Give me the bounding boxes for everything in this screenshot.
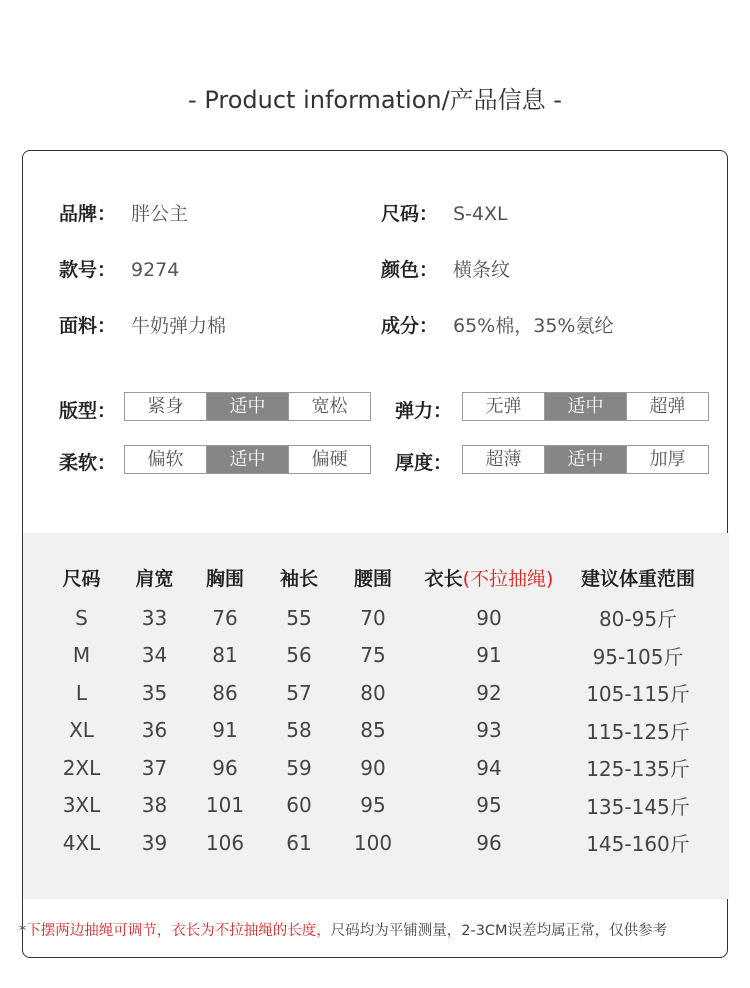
header-waist: 腰围 — [353, 567, 392, 590]
color-value: 横条纹 — [453, 259, 511, 281]
fit-option-tight: 紧身 — [125, 393, 207, 420]
style-number-value: 9274 — [131, 259, 180, 281]
header-length-label: 衣长 — [424, 567, 463, 590]
page-title: - Product information/产品信息 - — [188, 86, 562, 114]
table-cell: 80 — [360, 680, 386, 705]
table-cell: S — [75, 605, 88, 630]
table-cell: 3XL — [62, 793, 101, 818]
softness-option-soft: 偏软 — [125, 446, 207, 473]
table-cell: 75 — [360, 643, 386, 668]
composition-row — [381, 311, 613, 338]
table-cell: 35 — [141, 680, 168, 705]
table-cell: 59 — [286, 755, 312, 780]
softness-scale — [124, 445, 371, 474]
elasticity-scale — [462, 392, 709, 421]
fabric-value: 牛奶弹力棉 — [131, 315, 227, 337]
table-cell: 106 — [205, 830, 245, 855]
table-cell: 36 — [141, 718, 168, 743]
color-row — [381, 255, 510, 282]
table-row — [45, 749, 705, 787]
table-cell: 61 — [286, 830, 312, 855]
size-table-header — [45, 555, 705, 599]
table-cell: 91 — [476, 643, 502, 668]
table-cell: 115-125斤 — [586, 719, 690, 744]
table-cell: 93 — [476, 718, 502, 743]
brand-row — [59, 199, 188, 226]
fit-label: 版型： — [59, 400, 117, 422]
size-table — [45, 555, 705, 862]
thickness-option-thick: 加厚 — [627, 446, 708, 473]
thickness-option-thin: 超薄 — [463, 446, 545, 473]
table-cell: 90 — [360, 755, 386, 780]
table-cell: 145-160斤 — [586, 832, 690, 857]
table-cell: 105-115斤 — [586, 682, 690, 707]
style-number-label: 款号： — [59, 259, 117, 281]
size-range-label: 尺码： — [381, 203, 439, 225]
table-row — [45, 637, 705, 675]
table-cell: 60 — [286, 793, 312, 818]
table-cell: 57 — [286, 680, 312, 705]
header-size: 尺码 — [62, 567, 101, 590]
thickness-option-medium: 适中 — [545, 446, 627, 473]
softness-option-hard: 偏硬 — [289, 446, 370, 473]
table-cell: 81 — [212, 643, 238, 668]
table-row — [45, 787, 705, 825]
softness-option-medium: 适中 — [207, 446, 289, 473]
size-table-area — [23, 533, 729, 899]
table-cell: 135-145斤 — [586, 794, 690, 819]
size-range-row — [381, 199, 508, 226]
header-bust: 胸围 — [205, 567, 244, 590]
table-cell: 92 — [476, 680, 502, 705]
table-cell: XL — [69, 718, 94, 743]
table-cell: M — [72, 643, 91, 668]
composition-label: 成分： — [381, 315, 439, 337]
table-cell: 125-135斤 — [586, 757, 690, 782]
table-cell: 96 — [212, 755, 238, 780]
elasticity-label: 弹力： — [395, 400, 453, 422]
table-cell: 85 — [360, 718, 386, 743]
softness-label: 柔软： — [59, 452, 117, 474]
table-cell: 100 — [353, 830, 393, 855]
brand-value: 胖公主 — [131, 203, 189, 225]
header-length-note: (不拉抽绳) — [462, 567, 554, 590]
fabric-row — [59, 311, 226, 338]
table-cell: 95 — [476, 793, 502, 818]
fit-option-regular: 适中 — [207, 393, 289, 420]
table-cell: 91 — [212, 718, 238, 743]
table-cell: 70 — [360, 605, 386, 630]
table-row — [45, 712, 705, 750]
table-cell: 76 — [212, 605, 238, 630]
elasticity-option-none: 无弹 — [463, 393, 545, 420]
style-number-row — [59, 255, 179, 282]
footnote-text: 尺码均为平铺测量，2-3CM误差均属正常，仅供参考 — [330, 923, 668, 939]
table-cell: 34 — [141, 643, 168, 668]
table-cell: 33 — [141, 605, 168, 630]
table-cell: 56 — [286, 643, 312, 668]
footnote-star: * — [19, 923, 27, 939]
table-cell: 55 — [286, 605, 312, 630]
table-cell: 4XL — [62, 830, 101, 855]
table-cell: 58 — [286, 718, 312, 743]
table-row — [45, 599, 705, 637]
table-cell: 38 — [141, 793, 168, 818]
table-cell: 37 — [141, 755, 168, 780]
footnote-red-text: 下摆两边抽绳可调节，衣长为不拉抽绳的长度， — [26, 923, 331, 939]
table-cell: 95 — [360, 793, 386, 818]
table-row — [45, 824, 705, 862]
composition-value: 65%棉，35%氨纶 — [453, 315, 614, 337]
header-weight: 建议体重范围 — [580, 567, 695, 590]
thickness-label: 厚度： — [395, 452, 453, 474]
table-cell: 39 — [141, 830, 168, 855]
table-row — [45, 674, 705, 712]
table-cell: L — [75, 680, 88, 705]
table-cell: 96 — [476, 830, 502, 855]
header-sleeve: 袖长 — [279, 567, 318, 590]
footnote — [19, 919, 739, 940]
size-table-body — [45, 599, 705, 862]
header-length — [407, 555, 571, 599]
fabric-label: 面料： — [59, 315, 117, 337]
table-cell: 94 — [476, 755, 502, 780]
thickness-scale — [462, 445, 709, 474]
table-cell: 90 — [476, 605, 502, 630]
table-cell: 86 — [212, 680, 238, 705]
table-cell: 2XL — [62, 755, 101, 780]
header-shoulder: 肩宽 — [135, 567, 174, 590]
fit-option-loose: 宽松 — [289, 393, 370, 420]
brand-label: 品牌： — [59, 203, 117, 225]
elasticity-option-medium: 适中 — [545, 393, 627, 420]
table-cell: 101 — [205, 793, 245, 818]
size-range-value: S-4XL — [453, 203, 508, 225]
color-label: 颜色： — [381, 259, 439, 281]
table-cell: 80-95斤 — [598, 607, 678, 632]
product-info-card — [19, 150, 728, 958]
elasticity-option-super: 超弹 — [627, 393, 708, 420]
table-cell: 95-105斤 — [592, 644, 684, 669]
fit-scale — [124, 392, 371, 421]
